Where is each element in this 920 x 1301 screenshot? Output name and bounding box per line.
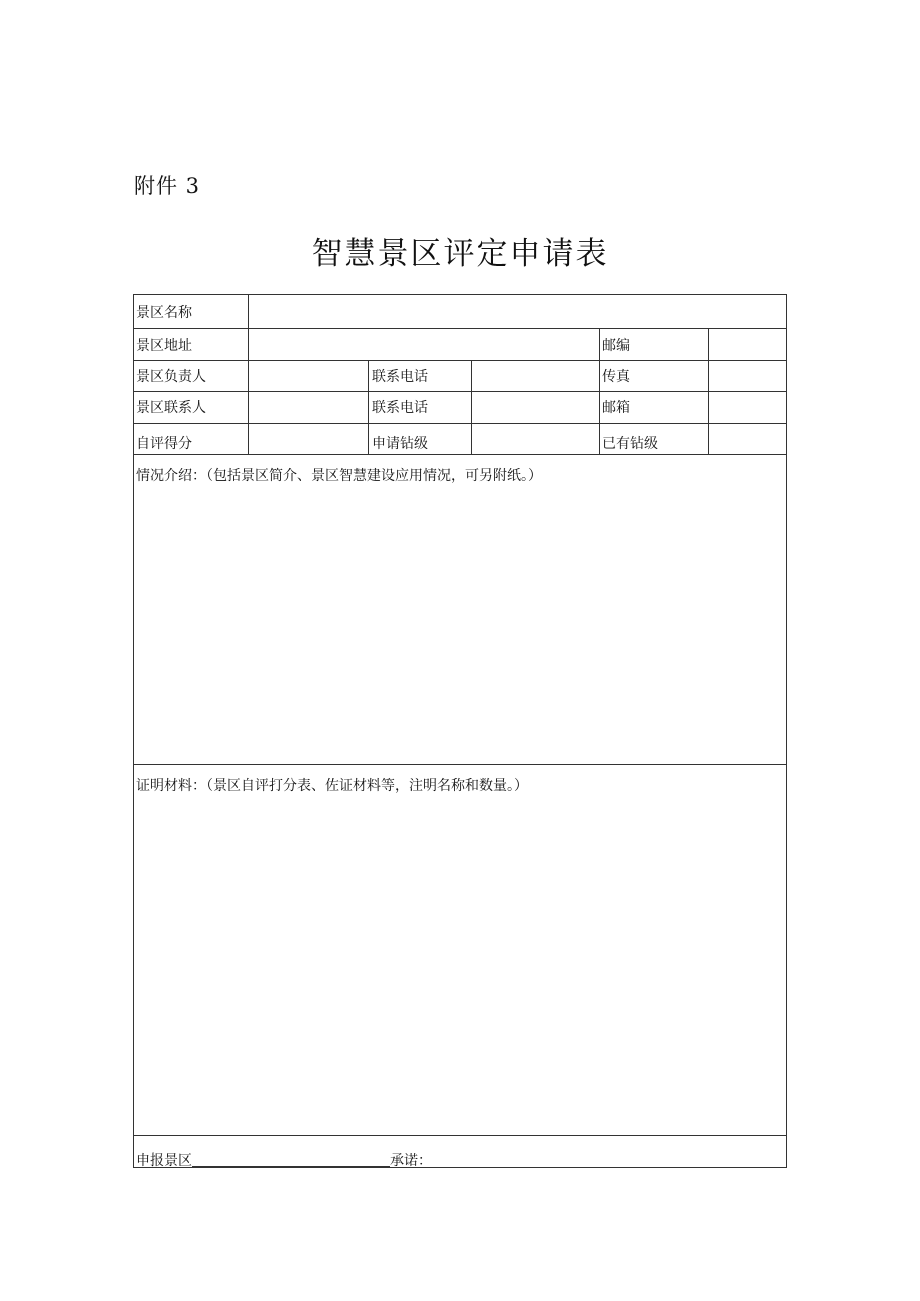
self-score-label: 自评得分: [136, 436, 192, 452]
scenic-name-label: 景区名称: [136, 305, 192, 321]
email-label: 邮箱: [602, 400, 630, 416]
declare-label: 申报景区: [136, 1153, 192, 1169]
postcode-label: 邮编: [602, 338, 630, 354]
form-title: 智慧景区评定申请表: [311, 236, 609, 272]
row-divider: [134, 360, 786, 361]
contact-phone-label: 联系电话: [372, 400, 428, 416]
apply-level-label: 申请钻级: [372, 436, 428, 452]
row-divider: [134, 1135, 786, 1136]
column-divider: [471, 360, 472, 454]
column-divider: [248, 295, 249, 454]
column-divider: [708, 328, 709, 454]
manager-field[interactable]: [250, 361, 366, 390]
column-divider: [368, 360, 369, 454]
scenic-name-field[interactable]: [250, 296, 785, 327]
row-divider: [134, 764, 786, 765]
declaration-line: [134, 1152, 432, 1169]
fax-label: 传真: [602, 369, 630, 385]
row-divider: [134, 423, 786, 424]
application-form-table: [133, 294, 787, 1168]
scenic-address-field[interactable]: [250, 329, 597, 359]
manager-phone-field[interactable]: [473, 361, 597, 390]
attachment-label: 附件 3: [134, 174, 201, 198]
intro-textarea[interactable]: [135, 487, 785, 762]
contact-phone-field[interactable]: [473, 392, 597, 422]
evidence-textarea[interactable]: [135, 797, 785, 1133]
evidence-label: 证明材料：（景区自评打分表、佐证材料等，注明名称和数量。）: [136, 778, 528, 794]
intro-label: 情况介绍：（包括景区简介、景区智慧建设应用情况，可另附纸。）: [136, 468, 542, 484]
fax-field[interactable]: [710, 361, 785, 390]
manager-phone-label: 联系电话: [372, 369, 428, 385]
self-score-field[interactable]: [250, 424, 366, 453]
scenic-name-blank[interactable]: [192, 1152, 390, 1167]
contact-label: 景区联系人: [136, 400, 206, 416]
row-divider: [134, 454, 786, 455]
scenic-address-label: 景区地址: [136, 338, 192, 354]
existing-level-label: 已有钻级: [602, 436, 658, 452]
row-divider: [134, 391, 786, 392]
email-field[interactable]: [710, 392, 785, 422]
manager-label: 景区负责人: [136, 369, 206, 385]
apply-level-field[interactable]: [473, 424, 597, 453]
contact-field[interactable]: [250, 392, 366, 422]
postcode-field[interactable]: [710, 329, 785, 359]
promise-label: 承诺：: [390, 1153, 432, 1169]
existing-level-field[interactable]: [710, 424, 785, 453]
